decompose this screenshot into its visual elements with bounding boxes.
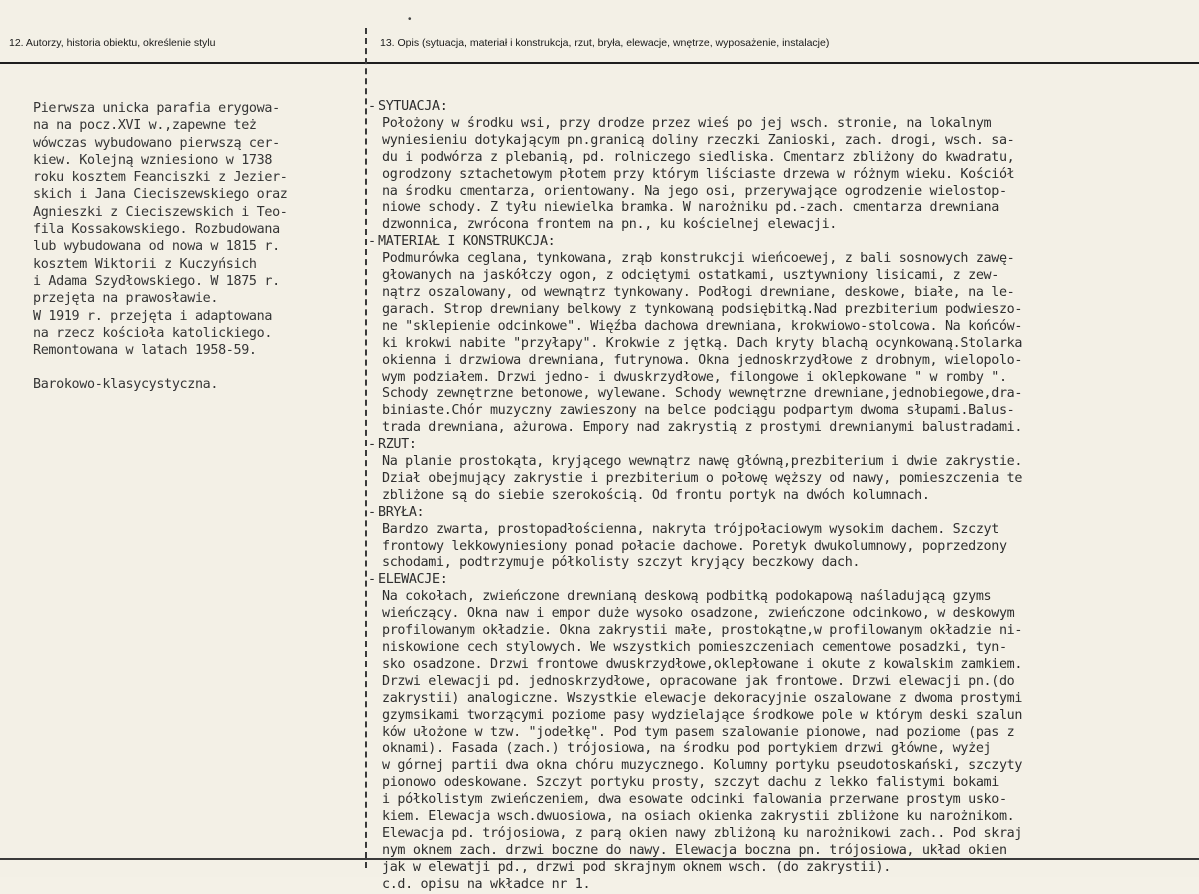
description-line: Na cokołach, zwieńczone drewnianą deskową podbitką podokapową naśladującą gzyms: [382, 589, 992, 605]
description-line: ogrodzony sztachetowym płotem przy którym liściaste drzewa w różnym wieku. Kościół: [382, 166, 1015, 182]
history-line: wówczas wybudowano pierwszą cer-: [33, 135, 280, 151]
description-line: ne "sklepienie odcinkowe". Więźba dachowa drewniana, krokwiowo-stolcowa. Na końców-: [382, 318, 1023, 334]
description-line: nątrz oszalowany, od wewnątrz tynkowany. Podłogi drewniane, deskowe, białe, na le-: [382, 284, 1015, 300]
history-line: roku kosztem Feanciszki z Jezier-: [33, 170, 288, 186]
description-line: w górnej partii dwa okna chóru muzycznego. Kolumny portyku pseudotoskański, szczyty: [382, 758, 1023, 774]
heading-text: RZUT:: [378, 437, 417, 453]
description-line: na środku cmentarza, orientowany. Na jego osi, przerywające ogrodzenie wielostop-: [382, 183, 1007, 199]
heading-dash: -: [368, 234, 376, 250]
heading-text: SYTUACJA:: [378, 99, 448, 114]
style-designation: Barokowo-klasycystyczna.: [33, 377, 219, 393]
history-line: i Adama Szydłowskiego. W 1875 r.: [33, 273, 280, 289]
description-line: Elewacja pd. trójosiowa, z parą okien nawy zbliżoną ku narożnikowi zach.. Pod skraj: [382, 825, 1023, 841]
description-line: biniaste.Chór muzyczny zawieszony na belce podciągu podpartym dwoma słupami.Balus-: [382, 403, 1015, 419]
description-line: schodami, podtrzymuje półkolisty szczyt kryjący beczkowy dach.: [382, 555, 861, 571]
history-line: przejęta na prawosławie.: [33, 291, 219, 307]
section-13-header: 13. Opis (sytuacja, materiał i konstrukcja, rzut, bryła, elewacje, wnętrze, wyposażenie, instalacje): [380, 37, 830, 49]
heading-dash: -: [368, 437, 376, 453]
heading-dash: -: [368, 504, 376, 520]
history-line: Remontowana w latach 1958-59.: [33, 343, 257, 359]
description-line: nym oknem zach. drzwi boczne do nawy. Elewacja boczna pn. trójosiowa, układ okien: [382, 842, 1007, 858]
section-heading: [368, 505, 1196, 522]
description-line: wyniesieniu dotykającym pn.granicą doliny rzeczki Zanioski, zach. drogi, wsch. sa-: [382, 132, 1015, 148]
section-heading: [368, 99, 1196, 116]
section-heading: [368, 234, 1196, 251]
description-line: Podmurówka ceglana, tynkowana, zrąb konstrukcji wieńcoewej, z bali sosnowych zawę-: [382, 251, 1015, 267]
description-line: ków ułożone w tzw. "jodełkę". Pod tym pasem szalowanie pionowe, nad poziome (pas z: [382, 724, 1015, 740]
section-12-header: 12. Autorzy, historia obiektu, określenie stylu: [9, 37, 216, 49]
description-line: gzymsikami tworzącymi poziome pasy wydzielające środkowe pole w którym deski szalun: [382, 707, 1023, 723]
description-line: oknami). Fasada (zach.) trójosiowa, na środku pod portykiem drzwi główne, wyżej: [382, 741, 992, 757]
description-line: Schody zewnętrzne betonowe, wylewane. Schody wewnętrzne drewniane,jednobiegowe,dra-: [382, 386, 1023, 402]
top-rule: [0, 62, 1199, 64]
description-line: dzwonnica, zwrócona frontem na pn., ku kościelnej elewacji.: [382, 217, 837, 233]
description-line: głowanych na jaskółczy ogon, z odciętymi ostatkami, usztywniony lisicami, z zew-: [382, 268, 999, 284]
description-line: pionowo odeskowane. Szczyt portyku prosty, szczyt dachu z lekko falistymi bokami: [382, 775, 999, 791]
heading-text: BRYŁA:: [378, 504, 425, 520]
description-line: Dział obejmujący zakrystie i prezbiterium o połowę węższy od nawy, pomieszczenia te: [382, 470, 1023, 486]
history-line: kiew. Kolejną wzniesiono w 1738: [33, 152, 273, 168]
description-line: Bardzo zwarta, prostopadłościenna, nakryta trójpołaciowym wysokim dachem. Szczyt: [382, 521, 999, 537]
heading-dash: -: [368, 99, 376, 114]
description-column: [368, 99, 1196, 894]
history-line: lub wybudowana od nowa w 1815 r.: [33, 239, 280, 255]
history-line: W 1919 r. przejęta i adaptowana: [33, 308, 273, 324]
history-line: Pierwsza unicka parafia erygowa-: [33, 101, 280, 116]
description-line: du i podwórza z plebanią, pd. rolniczego siedliska. Cmentarz zbliżony do kwadratu,: [382, 149, 1015, 165]
description-line: c.d. opisu na wkładce nr 1.: [382, 876, 591, 892]
history-line: Agnieszki z Cieciszewskich i Teo-: [33, 204, 288, 220]
description-line: jak w elewatji pd., drzwi pod skrajnym oknem wsch. (do zakrystii).: [382, 859, 891, 875]
history-line: na na pocz.XVI w.,zapewne też: [33, 118, 257, 134]
description-line: kiem. Elewacja wsch.dwuosiowa, na osiach okienka zakrystii zbliżone ku narożnikom.: [382, 809, 1015, 825]
section-heading: [368, 572, 1196, 589]
description-line: sko osadzone. Drzwi frontowe dwuskrzydłowe,oklepłowane i okute z kowalskim zamkiem.: [382, 656, 1023, 672]
description-line: trada drewniana, ażurowa. Empory nad zakrystią z prostymi drewnianymi balustradami.: [382, 420, 1023, 436]
description-line: wym podziałem. Drzwi jedno- i dwuskrzydłowe, filongowe i oklepkowane " w romby ".: [382, 369, 1007, 385]
history-line: skich i Jana Cieciszewskiego oraz: [33, 187, 288, 203]
description-line: niskowione cech stylowych. We wszystkich pomieszczeniach cementowe posadzki, tyn-: [382, 640, 1007, 655]
bottom-rule: [0, 858, 1199, 860]
history-column: [33, 100, 358, 394]
description-line: profilowanym okładzie. Okna zakrystii małe, prostokątne,w profilowanym okładzie ni-: [382, 623, 1023, 639]
description-line: zakrystii) analogiczne. Wszystkie elewacje dekoracyjnie oszalowane z dwoma prostymi: [382, 690, 1023, 706]
history-line: kosztem Wiktorii z Kuczyńsich: [33, 256, 257, 272]
description-line: i półkolistym zwieńczeniem, dwa esowate odcinki falowania przerwane prostym usko-: [382, 792, 1007, 808]
history-line: fila Kossakowskiego. Rozbudowana: [33, 222, 280, 238]
heading-dash: -: [368, 572, 376, 588]
description-line: wieńczący. Okna naw i empor duże wysoko osadzone, zwieńczone odcinkowo, w deskowym: [382, 606, 1015, 622]
description-line: okienna i drzwiowa drewniana, futrynowa. Okna jednoskrzydłowe z drobnym, wielopolo-: [382, 352, 1023, 368]
heading-text: ELEWACJE:: [378, 572, 448, 588]
description-line: frontowy lekkowyniesiony ponad połacie dachowe. Poretyk dwukolumnowy, poprzedzony: [382, 538, 1007, 554]
description-line: zbliżone są do siebie szerokością. Od frontu portyk na dwóch kolumnach.: [382, 487, 930, 503]
description-line: garach. Strop drewniany belkowy z tynkowaną podsiębitką.Nad prezbiterium podwieszo-: [382, 301, 1023, 317]
history-line: na rzecz kościoła katolickiego.: [33, 325, 273, 341]
description-line: Na planie prostokąta, kryjącego wewnątrz nawę główną,prezbiterium i dwie zakrystie.: [382, 454, 1023, 470]
description-line: ki krokwi nabite "przyłapy". Krokwie z jętką. Dach kryty blachą ocynkowaną.Stolarka: [382, 335, 1023, 351]
description-line: Drzwi elewacji pd. jednoskrzydłowe, opracowane jak frontowe. Drzwi elewacji pn.(do: [382, 673, 1015, 689]
spacer: [33, 359, 358, 376]
heading-text: MATERIAŁ I KONSTRUKCJA:: [378, 234, 556, 250]
section-heading: [368, 437, 1196, 454]
description-line: Położony w środku wsi, przy drodze przez wieś po jej wsch. stronie, na lokalnym: [382, 115, 992, 131]
pen-mark: •: [408, 14, 412, 25]
description-line: niowe schody. Z tyłu niewielka bramka. W narożniku pd.-zach. cmentarza drewniana: [382, 200, 999, 216]
